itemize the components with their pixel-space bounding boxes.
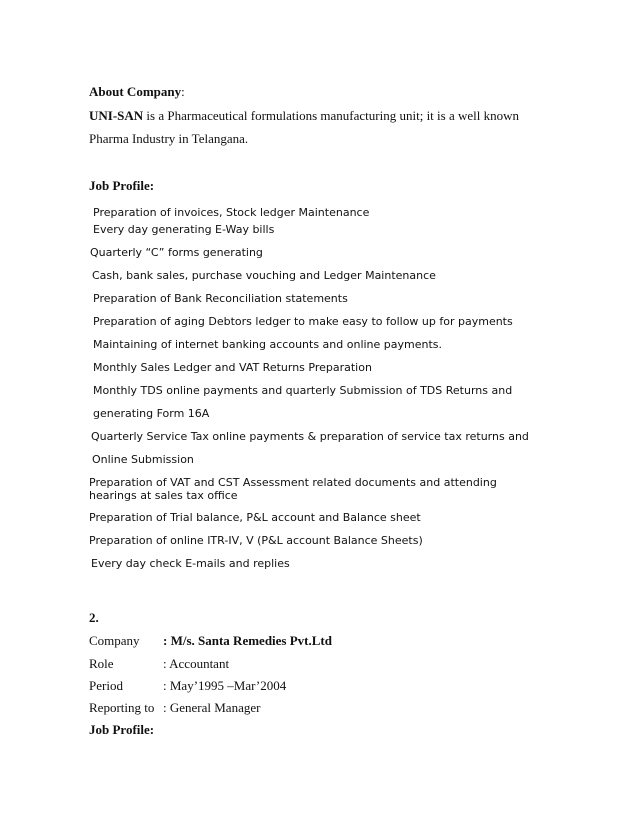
period-value: : May’1995 –Mar’2004 (163, 678, 287, 693)
about-desc-line1 (89, 108, 519, 124)
duty-item: Preparation of Trial balance, P&L account and Balance sheet (89, 511, 421, 524)
duty-item: Preparation of invoices, Stock ledger Maintenance (93, 206, 370, 219)
duty-item: generating Form 16A (93, 407, 210, 420)
about-desc-line2: Pharma Industry in Telangana. (89, 131, 249, 146)
duty-item: Monthly Sales Ledger and VAT Returns Preparation (93, 361, 372, 374)
duty-item: Monthly TDS online payments and quarterly Submission of TDS Returns and (93, 384, 513, 397)
reporting-value: : General Manager (163, 700, 261, 715)
duty-item: Every day check E-mails and replies (91, 557, 290, 570)
section-number: 2. (89, 610, 99, 625)
about-desc-text: is a Pharmaceutical formulations manufacturing unit; it is a well known (143, 108, 519, 123)
company-name: UNI-SAN (89, 108, 144, 123)
duty-item: Cash, bank sales, purchase vouching and Ledger Maintenance (92, 269, 436, 282)
company-value: : M/s. Santa Remedies Pvt.Ltd (163, 633, 332, 648)
section2-job-profile-heading: Job Profile: (89, 722, 155, 737)
about-heading-colon: : (181, 84, 185, 99)
duty-item: Every day generating E-Way bills (93, 223, 275, 236)
about-heading-line (89, 84, 185, 100)
duty-item: Preparation of online ITR-IV, V (P&L account Balance Sheets) (89, 534, 423, 547)
duty-item: Online Submission (92, 453, 194, 466)
role-label: Role (89, 656, 114, 671)
duty-item: hearings at sales tax office (89, 489, 238, 502)
duty-item: Quarterly “C” forms generating (90, 246, 263, 259)
period-label: Period (89, 678, 123, 693)
duty-item: Preparation of VAT and CST Assessment related documents and attending (89, 476, 497, 489)
duty-item: Preparation of aging Debtors ledger to make easy to follow up for payments (93, 315, 513, 328)
duty-item: Quarterly Service Tax online payments & preparation of service tax returns and (91, 430, 529, 443)
company-label: Company (89, 633, 140, 648)
duty-item: Maintaining of internet banking accounts and online payments. (93, 338, 443, 351)
role-value: : Accountant (163, 656, 230, 671)
duty-item: Preparation of Bank Reconciliation statements (93, 292, 348, 305)
about-heading: About Company (89, 84, 182, 99)
job-profile-heading: Job Profile: (89, 178, 155, 193)
reporting-label: Reporting to (89, 700, 155, 715)
